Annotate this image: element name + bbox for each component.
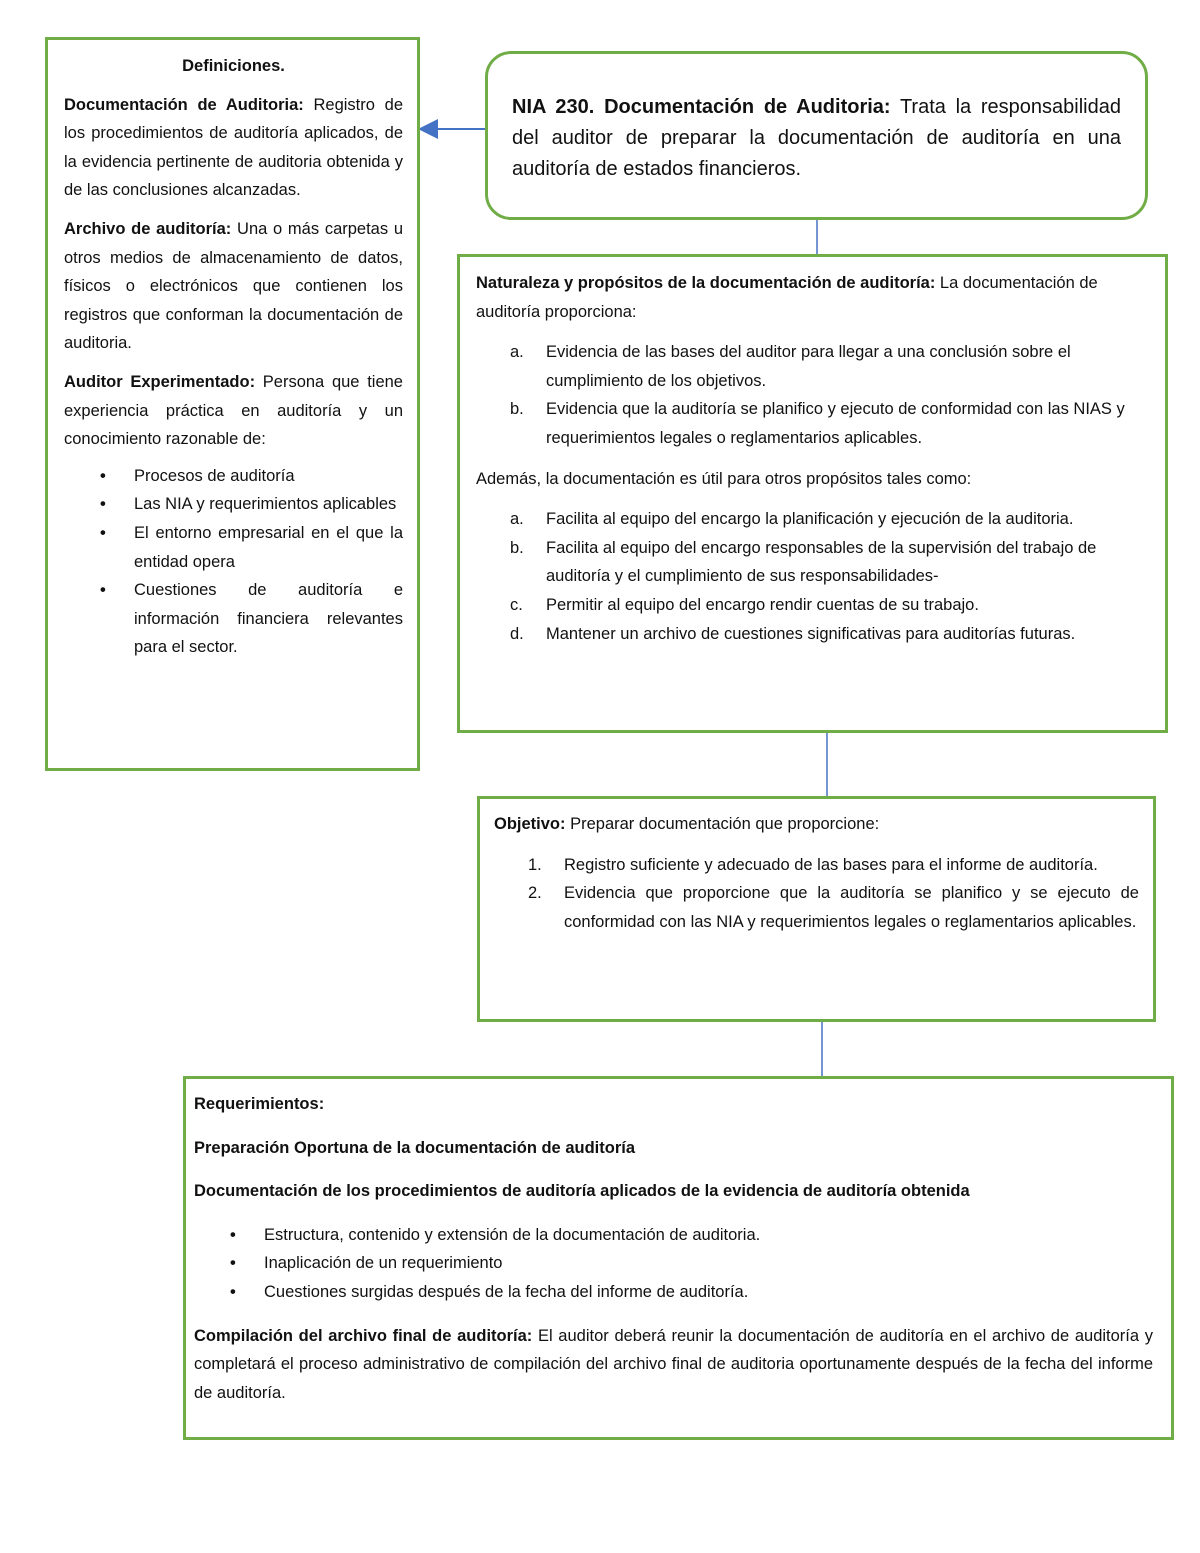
list-item-text: Facilita al equipo del encargo responsables de la supervisión del trabajo de auditoría y el cumplimiento de sus responsabilidades- (546, 538, 1097, 586)
definition-text: Persona que tiene experiencia práctica en auditoría y un conocimiento razonable de: (64, 372, 403, 449)
definition-term: Documentación de Auditoria: (64, 95, 304, 114)
list-item-text: Evidencia de las bases del auditor para llegar a una conclusión sobre el cumplimiento de los objetivos. (546, 343, 1071, 390)
objetivo-intro (494, 810, 1139, 839)
compilacion-paragraph (194, 1322, 1153, 1408)
naturaleza-intro-text: La documentación de auditoría proporciona: (476, 274, 1098, 321)
list-marker: a. (510, 510, 524, 529)
list-item (510, 534, 1151, 591)
list-item: • Procesos de auditoría (134, 462, 403, 491)
compilacion-term: Compilación del archivo final de auditoría: (194, 1326, 533, 1345)
list-item (510, 338, 1151, 395)
list-item: • Las NIA y requerimientos aplicables (134, 490, 403, 519)
list-item: • Estructura, contenido y extensión de la documentación de auditoria. (264, 1221, 1153, 1250)
definition-term: Auditor Experimentado: (64, 372, 256, 391)
list-marker: b. (510, 538, 524, 557)
list-marker: b. (510, 400, 524, 419)
list-item: • Inaplicación de un requerimiento (264, 1249, 1153, 1278)
list-marker: d. (510, 624, 524, 643)
list-item (510, 620, 1151, 649)
nia-230-box (485, 51, 1148, 220)
nia-term: NIA 230. Documentación de Auditoria: (512, 96, 891, 118)
list-item (510, 505, 1151, 534)
list-item-text: Facilita al equipo del encargo la planificación y ejecución de la auditoria. (546, 510, 1074, 529)
list-item-text: Mantener un archivo de cuestiones significativas para auditorías futuras. (546, 624, 1076, 643)
naturaleza-intro (476, 269, 1151, 326)
list-marker: c. (510, 595, 523, 614)
definition-documentacion (64, 91, 403, 205)
list-item-text: Registro suficiente y adecuado de las bases para el informe de auditoría. (564, 855, 1098, 874)
definition-term: Archivo de auditoría: (64, 219, 232, 238)
requerimientos-subheading: Documentación de los procedimientos de auditoría aplicados de la evidencia de auditoría obtenida (194, 1182, 970, 1201)
naturaleza-box (457, 254, 1168, 733)
requerimientos-list (194, 1221, 1153, 1307)
definition-text: Una o más carpetas u otros medios de almacenamiento de datos, físicos o electrónicos que contienen los registros que conforman la documentación de auditoria. (64, 219, 404, 353)
definition-text: Registro de los procedimientos de auditoría aplicados, de la evidencia pertinente de auditoria obtenida y de las conclusiones alcanzadas. (64, 95, 403, 200)
naturaleza-more-intro: Además, la documentación es útil para otros propósitos tales como: (476, 469, 972, 488)
list-item-text: Permitir al equipo del encargo rendir cuentas de su trabajo. (546, 595, 979, 614)
definition-auditor (64, 368, 403, 454)
objetivo-intro-text: Preparar documentación que proporcione: (565, 815, 880, 833)
list-item (528, 879, 1139, 936)
list-item (528, 851, 1139, 880)
definitions-title: Definiciones. (182, 57, 285, 75)
requerimientos-subheading: Preparación Oportuna de la documentación de auditoría (194, 1138, 635, 1157)
list-item-text: Evidencia que proporcione que la auditoría se planifico y se ejecuto de conformidad con las NIA y requerimientos legales o reglamentarios aplicables. (564, 884, 1139, 931)
list-item (510, 395, 1151, 452)
list-item: • Cuestiones de auditoría e información financiera relevantes para el sector. (134, 576, 403, 662)
list-item (510, 591, 1151, 620)
naturaleza-list (476, 338, 1151, 452)
list-marker: 1. (528, 855, 542, 874)
list-marker: a. (510, 343, 524, 362)
list-item: • Cuestiones surgidas después de la fecha del informe de auditoría. (264, 1278, 1153, 1307)
naturaleza-more-list (476, 505, 1151, 648)
requerimientos-title: Requerimientos: (194, 1095, 325, 1113)
list-marker: 2. (528, 884, 542, 903)
definitions-box (45, 37, 420, 771)
definition-archivo (64, 215, 403, 358)
compilacion-text: El auditor deberá reunir la documentación de auditoría en el archivo de auditoría y completará el proceso administrativo de compilación del archivo final de auditoria oportunamente después de la fecha del informe de auditoría. (194, 1326, 1153, 1402)
auditor-knowledge-list (64, 462, 403, 662)
list-item: • El entorno empresarial en el que la entidad opera (134, 519, 403, 576)
objetivo-term: Objetivo: (494, 815, 566, 833)
objetivo-box (477, 796, 1156, 1022)
requerimientos-box (183, 1076, 1174, 1440)
objetivo-list (494, 851, 1139, 937)
nia-text: Trata la responsabilidad del auditor de preparar la documentación de auditoría en una auditoría de estados financieros. (512, 96, 1121, 180)
naturaleza-term: Naturaleza y propósitos de la documentación de auditoría: (476, 274, 936, 292)
list-item-text: Evidencia que la auditoría se planifico y ejecuto de conformidad con las NIAS y requerimientos legales o reglamentarios aplicables. (546, 400, 1125, 447)
